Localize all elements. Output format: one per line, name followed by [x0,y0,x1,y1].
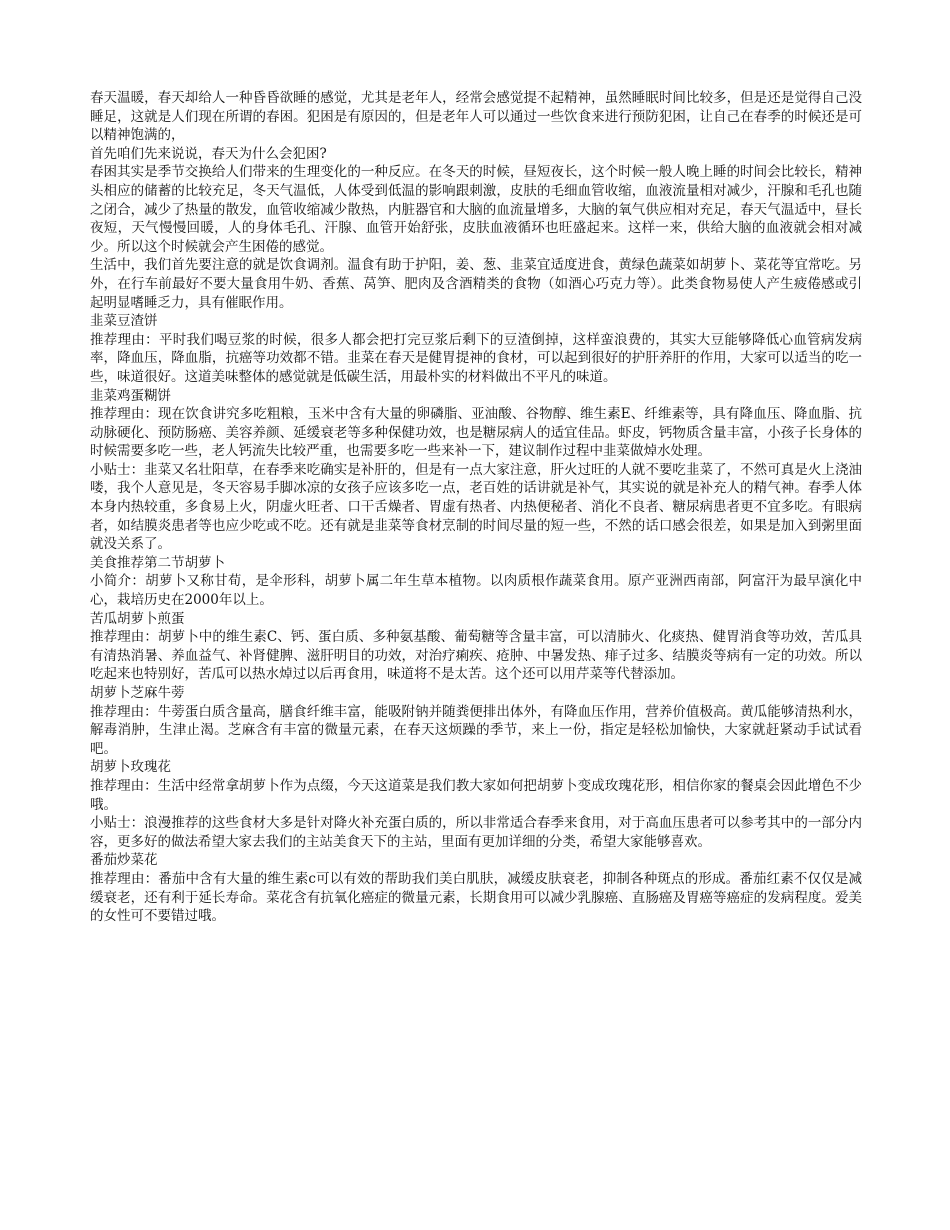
recipe-reason-tomato-cauliflower: 推荐理由：番茄中含有大量的维生素c可以有效的帮助我们美白肌肤，减缓皮肤衰老，抑制各种斑点的形成。番茄红素不仅仅是减缓衰老，还有利于延长寿命。菜花含有抗氧化癌症的微量元素，长期食用可以减少乳腺癌、直肠癌及胃癌等癌症的发病程度。爱美的女性可不要错过哦。 [90,870,862,925]
document-body [90,89,862,926]
recipe-reason-carrot-sesame-burdock: 推荐理由：牛蒡蛋白质含量高，膳食纤维丰富，能吸附钠并随粪便排出体外，有降血压作用，营养价值极高。黄瓜能够清热利水，解毒消肿，生津止渴。芝麻含有丰富的微量元素，在春天这烦躁的季节，来上一份，指定是轻松加愉快，大家就赶紧动手试试看吧。 [90,703,862,757]
recipe-reason-carrot-rose: 推荐理由：生活中经常拿胡萝卜作为点缀，今天这道菜是我们教大家如何把胡萝卜变成玫瑰花形，相信你家的餐桌会因此增色不少哦。 [90,777,862,813]
recipe-title-carrot-rose: 胡萝卜玫瑰花 [90,759,171,776]
recipe-title-carrot-sesame-burdock: 胡萝卜芝麻牛蒡 [90,685,185,701]
recipe-title-leek-egg-pancake: 韭菜鸡蛋糊饼 [90,387,171,404]
intro-paragraph: 春天温暖，春天却给人一种昏昏欲睡的感觉，尤其是老年人，经常会感觉提不起精神，虽然睡眠时间比较多，但是还是觉得自己没睡足，这就是人们现在所谓的春困。犯困是有原因的，但是老年人可以通过一些饮食来进行预防犯困，让自己在春季的时候还是可以精神饱满的， [90,90,862,144]
recipe-reason-bittergourd-carrot-omelette: 推荐理由：胡萝卜中的维生素C、钙、蛋白质、多种氨基酸、葡萄糖等含量丰富，可以清肺火、化痰热、健胃消食等功效，苦瓜具有清热消暑、养血益气、补肾健脾、滋肝明目的功效，对治疗痢疾、疮肿、中暑发热、痱子过多、结膜炎等病有一定的功效。所以吃起来也特别好，苦瓜可以热水焯过以后再食用，味道将不是太苦。这个还可以用芹菜等代替添加。 [90,629,862,683]
recipe-title-tomato-cauliflower: 番茄炒菜花 [90,852,158,869]
recipe-title-bittergourd-carrot-omelette: 苦瓜胡萝卜煎蛋 [90,610,185,627]
recipe-reason-leek-egg-pancake: 推荐理由：现在饮食讲究多吃粗粮，玉米中含有大量的卵磷脂、亚油酸、谷物醇、维生素E、纤维素等，具有降血压、降血脂、抗动脉硬化、预防肠癌、美容养颜、延缓衰老等多种保健功效，也是糖尿病人的适宜佳品。虾皮，钙物质含量丰富，小孩子长身体的时候需要多吃一些，老人钙流失比较严重，也需要多吃一些来补一下，建议制作过程中韭菜做焯水处理。 [90,406,862,460]
recipe-reason-leek-okara-cake: 推荐理由：平时我们喝豆浆的时候，很多人都会把打完豆浆后剩下的豆渣倒掉，这样蛮浪费的，其实大豆能够降低心血管病发病率，降血压，降血脂，抗癌等功效都不错。韭菜在春天是健胃提神的食材，可以起到很好的护肝养肝的作用，大家可以适当的吃一些，味道很好。这道美味整体的感觉就是低碳生活，用最朴实的材料做出不平凡的味道。 [90,331,862,385]
section-title-carrot: 美食推荐第二节胡萝卜 [90,554,225,571]
explanation-paragraph: 春困其实是季节交换给人们带来的生理变化的一种反应。在冬天的时候，昼短夜长，这个时候一般人晚上睡的时间会比较长，精神头相应的储蓄的比较充足，冬天气温低，人体受到低温的影响跟刺激，皮肤的毛细血管收缩，血液流量相对减少，汗腺和毛孔也随之闭合，减少了热量的散发，血管收缩减少散热，内脏器官和大脑的血流量增多，大脑的氧气供应相对充足，春天气温适中，昼长夜短，天气慢慢回暖，人的身体毛孔、汗腺、血管开始舒张，皮肤血液循环也旺盛起来。这样一来，供给大脑的血液就会相对减少。所以这个时候就会产生困倦的感觉。 [90,164,862,255]
diet-advice-paragraph: 生活中，我们首先要注意的就是饮食调剂。温食有助于护阳，姜、葱、韭菜宜适度进食，黄绿色蔬菜如胡萝卜、菜花等宜常吃。另外，在行车前最好不要大量食用牛奶、香蕉、莴笋、肥肉及含酒精类的食物（如酒心巧克力等）。此类食物易使人产生疲倦感或引起明显嗜睡乏力，具有催眠作用。 [90,257,862,311]
recipe-title-leek-okara-cake: 韭菜豆渣饼 [90,313,158,330]
tip-leek: 小贴士：韭菜又名壮阳草，在春季来吃确实是补肝的，但是有一点大家注意，肝火过旺的人就不要吃韭菜了，不然可真是火上浇油喽，我个人意见是，冬天容易手脚冰凉的女孩子应该多吃一点，老百姓的话讲就是补气，其实说的就是补充人的精气神。春季人体本身内热较重，多食易上火，阴虚火旺者、口干舌燥者、胃虚有热者、内热便秘者、消化不良者、糖尿病患者更不宜多吃。有眼病者，如结膜炎患者等也应少吃或不吃。还有就是韭菜等食材烹制的时间尽量的短一些，不然的话口感会很差，如果是加入到粥里面就没关系了。 [90,461,862,553]
carrot-intro: 小简介：胡萝卜又称甘荀，是伞形科，胡萝卜属二年生草本植物。以肉质根作蔬菜食用。原产亚洲西南部，阿富汗为最早演化中心，栽培历史在2000年以上。 [90,573,862,609]
question-line: 首先咱们先来说说，春天为什么会犯困? [90,145,327,162]
tip-summary: 小贴士：浪漫推荐的这些食材大多是针对降火补充蛋白质的，所以非常适合春季来食用，对于高血压患者可以参考其中的一部分内容，更多好的做法希望大家去我们的主站美食天下的主站，里面有更加详细的分类，希望大家能够喜欢。 [90,815,862,850]
